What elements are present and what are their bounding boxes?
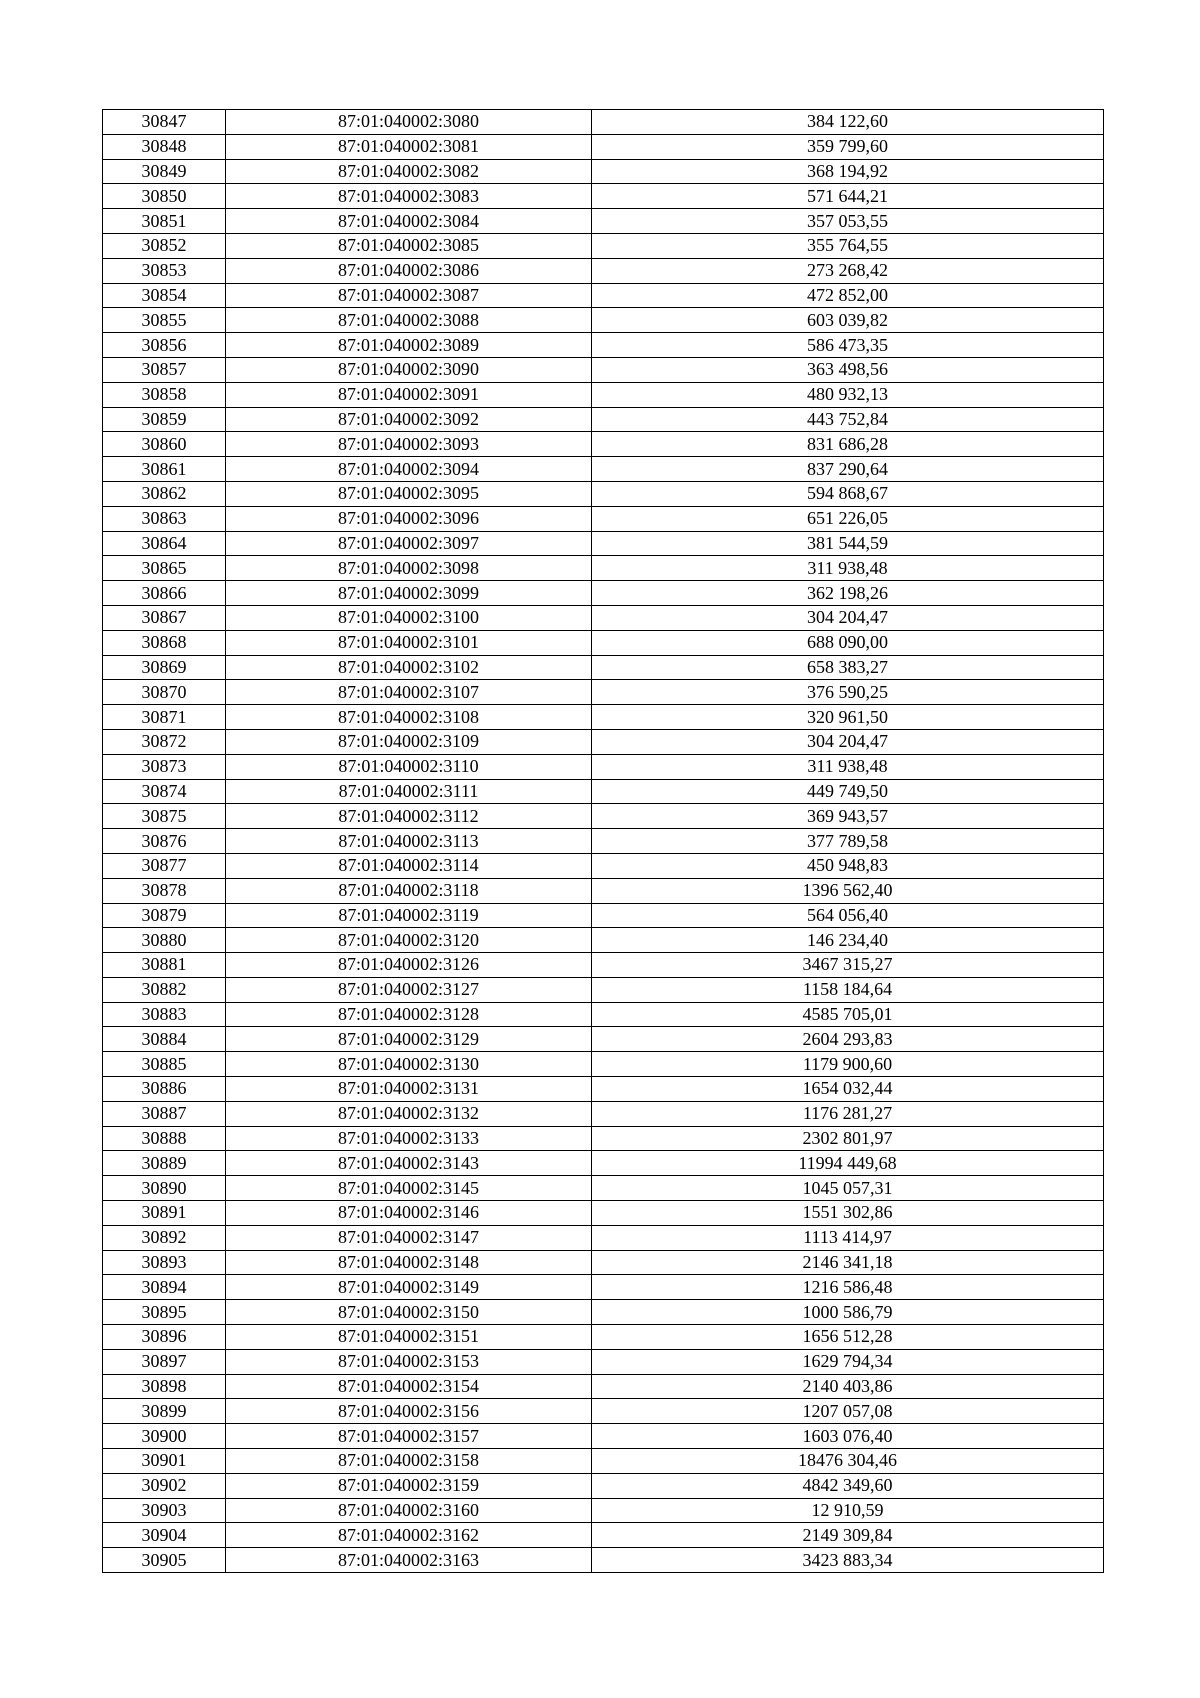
cadastral-number-cell: 87:01:040002:3130: [226, 1052, 592, 1077]
cadastral-value-cell: 443 752,84: [592, 407, 1104, 432]
row-number-cell: 30868: [103, 630, 226, 655]
cadastral-number-cell: 87:01:040002:3112: [226, 804, 592, 829]
cadastral-number-cell: 87:01:040002:3154: [226, 1374, 592, 1399]
table-row: [103, 382, 1104, 407]
row-number-cell: 30852: [103, 233, 226, 258]
cadastral-value-cell: 311 938,48: [592, 556, 1104, 581]
cadastral-number-cell: 87:01:040002:3158: [226, 1449, 592, 1474]
row-number-cell: 30855: [103, 308, 226, 333]
cadastral-value-cell: 355 764,55: [592, 233, 1104, 258]
cadastral-number-cell: 87:01:040002:3083: [226, 184, 592, 209]
cadastral-number-cell: 87:01:040002:3089: [226, 333, 592, 358]
table-row: [103, 1201, 1104, 1226]
row-number-cell: 30884: [103, 1027, 226, 1052]
cadastral-value-cell: 1629 794,34: [592, 1349, 1104, 1374]
cadastral-value-cell: 273 268,42: [592, 258, 1104, 283]
cadastral-value-cell: 146 234,40: [592, 928, 1104, 953]
cadastral-value-cell: 571 644,21: [592, 184, 1104, 209]
cadastral-value-cell: 651 226,05: [592, 506, 1104, 531]
cadastral-number-cell: 87:01:040002:3148: [226, 1250, 592, 1275]
cadastral-value-cell: 369 943,57: [592, 804, 1104, 829]
table-row: [103, 1374, 1104, 1399]
row-number-cell: 30861: [103, 457, 226, 482]
cadastral-number-cell: 87:01:040002:3149: [226, 1275, 592, 1300]
cadastral-number-cell: 87:01:040002:3147: [226, 1225, 592, 1250]
row-number-cell: 30856: [103, 333, 226, 358]
cadastral-value-cell: 3467 315,27: [592, 953, 1104, 978]
table-row: [103, 407, 1104, 432]
cadastral-value-cell: 1654 032,44: [592, 1077, 1104, 1102]
cadastral-value-cell: 377 789,58: [592, 829, 1104, 854]
row-number-cell: 30904: [103, 1523, 226, 1548]
table-row: [103, 1548, 1104, 1573]
row-number-cell: 30867: [103, 605, 226, 630]
cadastral-value-cell: 18476 304,46: [592, 1449, 1104, 1474]
table-row: [103, 804, 1104, 829]
table-row: [103, 1101, 1104, 1126]
cadastral-number-cell: 87:01:040002:3128: [226, 1002, 592, 1027]
cadastral-value-cell: 1207 057,08: [592, 1399, 1104, 1424]
row-number-cell: 30866: [103, 581, 226, 606]
cadastral-value-cell: 1179 900,60: [592, 1052, 1104, 1077]
row-number-cell: 30886: [103, 1077, 226, 1102]
table-row: [103, 1275, 1104, 1300]
cadastral-value-cell: 1603 076,40: [592, 1424, 1104, 1449]
table-row: [103, 1349, 1104, 1374]
cadastral-value-cell: 359 799,60: [592, 134, 1104, 159]
row-number-cell: 30863: [103, 506, 226, 531]
cadastral-number-cell: 87:01:040002:3093: [226, 432, 592, 457]
cadastral-value-cell: 472 852,00: [592, 283, 1104, 308]
row-number-cell: 30848: [103, 134, 226, 159]
table-row: [103, 680, 1104, 705]
row-number-cell: 30875: [103, 804, 226, 829]
row-number-cell: 30881: [103, 953, 226, 978]
row-number-cell: 30870: [103, 680, 226, 705]
table-row: [103, 779, 1104, 804]
cadastral-number-cell: 87:01:040002:3080: [226, 110, 592, 135]
cadastral-number-cell: 87:01:040002:3120: [226, 928, 592, 953]
cadastral-number-cell: 87:01:040002:3111: [226, 779, 592, 804]
row-number-cell: 30865: [103, 556, 226, 581]
cadastral-number-cell: 87:01:040002:3098: [226, 556, 592, 581]
cadastral-number-cell: 87:01:040002:3110: [226, 754, 592, 779]
row-number-cell: 30900: [103, 1424, 226, 1449]
row-number-cell: 30871: [103, 705, 226, 730]
cadastral-value-cell: 1656 512,28: [592, 1325, 1104, 1350]
cadastral-number-cell: 87:01:040002:3087: [226, 283, 592, 308]
cadastral-value-cell: 11994 449,68: [592, 1151, 1104, 1176]
table-row: [103, 1399, 1104, 1424]
cadastral-number-cell: 87:01:040002:3091: [226, 382, 592, 407]
table-row: [103, 878, 1104, 903]
table-row: [103, 605, 1104, 630]
cadastral-number-cell: 87:01:040002:3099: [226, 581, 592, 606]
cadastral-value-cell: 363 498,56: [592, 357, 1104, 382]
table-row: [103, 705, 1104, 730]
table-row: [103, 1002, 1104, 1027]
row-number-cell: 30905: [103, 1548, 226, 1573]
cadastral-value-cell: 603 039,82: [592, 308, 1104, 333]
cadastral-value-cell: 1158 184,64: [592, 977, 1104, 1002]
cadastral-value-table: [102, 109, 1104, 1573]
cadastral-value-cell: 1396 562,40: [592, 878, 1104, 903]
cadastral-value-cell: 381 544,59: [592, 531, 1104, 556]
cadastral-number-cell: 87:01:040002:3100: [226, 605, 592, 630]
row-number-cell: 30847: [103, 110, 226, 135]
table-row: [103, 903, 1104, 928]
table-row: [103, 1052, 1104, 1077]
row-number-cell: 30898: [103, 1374, 226, 1399]
table-row: [103, 1325, 1104, 1350]
table-row: [103, 1176, 1104, 1201]
cadastral-number-cell: 87:01:040002:3086: [226, 258, 592, 283]
cadastral-number-cell: 87:01:040002:3094: [226, 457, 592, 482]
row-number-cell: 30885: [103, 1052, 226, 1077]
cadastral-value-cell: 304 204,47: [592, 605, 1104, 630]
row-number-cell: 30882: [103, 977, 226, 1002]
row-number-cell: 30894: [103, 1275, 226, 1300]
cadastral-value-cell: 4585 705,01: [592, 1002, 1104, 1027]
cadastral-value-cell: 368 194,92: [592, 159, 1104, 184]
cadastral-number-cell: 87:01:040002:3101: [226, 630, 592, 655]
row-number-cell: 30854: [103, 283, 226, 308]
table-row: [103, 655, 1104, 680]
cadastral-value-cell: 1551 302,86: [592, 1201, 1104, 1226]
cadastral-value-cell: 357 053,55: [592, 209, 1104, 234]
cadastral-value-cell: 2149 309,84: [592, 1523, 1104, 1548]
cadastral-number-cell: 87:01:040002:3113: [226, 829, 592, 854]
table-row: [103, 853, 1104, 878]
cadastral-number-cell: 87:01:040002:3085: [226, 233, 592, 258]
cadastral-value-cell: 2604 293,83: [592, 1027, 1104, 1052]
row-number-cell: 30859: [103, 407, 226, 432]
row-number-cell: 30851: [103, 209, 226, 234]
table-row: [103, 556, 1104, 581]
table-row: [103, 1027, 1104, 1052]
row-number-cell: 30849: [103, 159, 226, 184]
cadastral-number-cell: 87:01:040002:3092: [226, 407, 592, 432]
cadastral-number-cell: 87:01:040002:3084: [226, 209, 592, 234]
cadastral-value-cell: 362 198,26: [592, 581, 1104, 606]
cadastral-number-cell: 87:01:040002:3157: [226, 1424, 592, 1449]
cadastral-number-cell: 87:01:040002:3102: [226, 655, 592, 680]
row-number-cell: 30895: [103, 1300, 226, 1325]
cadastral-number-cell: 87:01:040002:3143: [226, 1151, 592, 1176]
row-number-cell: 30876: [103, 829, 226, 854]
cadastral-number-cell: 87:01:040002:3162: [226, 1523, 592, 1548]
row-number-cell: 30883: [103, 1002, 226, 1027]
cadastral-value-cell: 594 868,67: [592, 481, 1104, 506]
row-number-cell: 30890: [103, 1176, 226, 1201]
table-body: [103, 110, 1104, 1573]
table-row: [103, 506, 1104, 531]
row-number-cell: 30896: [103, 1325, 226, 1350]
row-number-cell: 30891: [103, 1201, 226, 1226]
table-row: [103, 1473, 1104, 1498]
cadastral-number-cell: 87:01:040002:3133: [226, 1126, 592, 1151]
table-row: [103, 729, 1104, 754]
cadastral-number-cell: 87:01:040002:3163: [226, 1548, 592, 1573]
cadastral-value-cell: 311 938,48: [592, 754, 1104, 779]
table-row: [103, 333, 1104, 358]
table-row: [103, 581, 1104, 606]
row-number-cell: 30880: [103, 928, 226, 953]
table-row: [103, 1225, 1104, 1250]
cadastral-number-cell: 87:01:040002:3118: [226, 878, 592, 903]
row-number-cell: 30879: [103, 903, 226, 928]
row-number-cell: 30853: [103, 258, 226, 283]
cadastral-value-cell: 320 961,50: [592, 705, 1104, 730]
row-number-cell: 30903: [103, 1498, 226, 1523]
cadastral-number-cell: 87:01:040002:3146: [226, 1201, 592, 1226]
cadastral-value-cell: 12 910,59: [592, 1498, 1104, 1523]
table-row: [103, 110, 1104, 135]
cadastral-number-cell: 87:01:040002:3127: [226, 977, 592, 1002]
row-number-cell: 30872: [103, 729, 226, 754]
table-row: [103, 481, 1104, 506]
cadastral-number-cell: 87:01:040002:3153: [226, 1349, 592, 1374]
row-number-cell: 30857: [103, 357, 226, 382]
table-row: [103, 159, 1104, 184]
row-number-cell: 30877: [103, 853, 226, 878]
table-row: [103, 134, 1104, 159]
table-row: [103, 1077, 1104, 1102]
cadastral-value-cell: 3423 883,34: [592, 1548, 1104, 1573]
table-row: [103, 184, 1104, 209]
cadastral-value-cell: 1000 586,79: [592, 1300, 1104, 1325]
row-number-cell: 30901: [103, 1449, 226, 1474]
cadastral-value-cell: 2146 341,18: [592, 1250, 1104, 1275]
row-number-cell: 30858: [103, 382, 226, 407]
cadastral-number-cell: 87:01:040002:3108: [226, 705, 592, 730]
cadastral-value-cell: 1045 057,31: [592, 1176, 1104, 1201]
cadastral-value-cell: 304 204,47: [592, 729, 1104, 754]
row-number-cell: 30892: [103, 1225, 226, 1250]
table-row: [103, 630, 1104, 655]
table-row: [103, 357, 1104, 382]
cadastral-number-cell: 87:01:040002:3150: [226, 1300, 592, 1325]
table-row: [103, 531, 1104, 556]
cadastral-value-cell: 831 686,28: [592, 432, 1104, 457]
row-number-cell: 30860: [103, 432, 226, 457]
cadastral-value-cell: 586 473,35: [592, 333, 1104, 358]
table-row: [103, 283, 1104, 308]
cadastral-number-cell: 87:01:040002:3159: [226, 1473, 592, 1498]
table-row: [103, 1449, 1104, 1474]
cadastral-value-cell: 449 749,50: [592, 779, 1104, 804]
cadastral-value-cell: 2140 403,86: [592, 1374, 1104, 1399]
cadastral-number-cell: 87:01:040002:3129: [226, 1027, 592, 1052]
cadastral-value-cell: 376 590,25: [592, 680, 1104, 705]
cadastral-number-cell: 87:01:040002:3109: [226, 729, 592, 754]
table-row: [103, 928, 1104, 953]
row-number-cell: 30889: [103, 1151, 226, 1176]
table-row: [103, 1424, 1104, 1449]
row-number-cell: 30902: [103, 1473, 226, 1498]
table-row: [103, 953, 1104, 978]
row-number-cell: 30850: [103, 184, 226, 209]
row-number-cell: 30864: [103, 531, 226, 556]
cadastral-value-cell: 658 383,27: [592, 655, 1104, 680]
table-row: [103, 829, 1104, 854]
cadastral-value-cell: 688 090,00: [592, 630, 1104, 655]
table-row: [103, 1151, 1104, 1176]
row-number-cell: 30869: [103, 655, 226, 680]
cadastral-value-cell: 4842 349,60: [592, 1473, 1104, 1498]
table-row: [103, 258, 1104, 283]
cadastral-number-cell: 87:01:040002:3151: [226, 1325, 592, 1350]
cadastral-number-cell: 87:01:040002:3096: [226, 506, 592, 531]
row-number-cell: 30888: [103, 1126, 226, 1151]
cadastral-value-cell: 1176 281,27: [592, 1101, 1104, 1126]
table-row: [103, 308, 1104, 333]
cadastral-number-cell: 87:01:040002:3131: [226, 1077, 592, 1102]
table-row: [103, 1300, 1104, 1325]
cadastral-value-cell: 2302 801,97: [592, 1126, 1104, 1151]
cadastral-number-cell: 87:01:040002:3090: [226, 357, 592, 382]
table-row: [103, 754, 1104, 779]
cadastral-value-cell: 837 290,64: [592, 457, 1104, 482]
row-number-cell: 30899: [103, 1399, 226, 1424]
row-number-cell: 30893: [103, 1250, 226, 1275]
cadastral-number-cell: 87:01:040002:3095: [226, 481, 592, 506]
cadastral-number-cell: 87:01:040002:3114: [226, 853, 592, 878]
cadastral-number-cell: 87:01:040002:3156: [226, 1399, 592, 1424]
table-row: [103, 1250, 1104, 1275]
cadastral-number-cell: 87:01:040002:3145: [226, 1176, 592, 1201]
table-row: [103, 209, 1104, 234]
table-row: [103, 432, 1104, 457]
cadastral-number-cell: 87:01:040002:3082: [226, 159, 592, 184]
row-number-cell: 30874: [103, 779, 226, 804]
cadastral-number-cell: 87:01:040002:3081: [226, 134, 592, 159]
table-row: [103, 457, 1104, 482]
cadastral-value-cell: 450 948,83: [592, 853, 1104, 878]
row-number-cell: 30862: [103, 481, 226, 506]
table-row: [103, 1523, 1104, 1548]
cadastral-value-cell: 384 122,60: [592, 110, 1104, 135]
row-number-cell: 30878: [103, 878, 226, 903]
row-number-cell: 30873: [103, 754, 226, 779]
cadastral-number-cell: 87:01:040002:3126: [226, 953, 592, 978]
cadastral-number-cell: 87:01:040002:3119: [226, 903, 592, 928]
cadastral-number-cell: 87:01:040002:3088: [226, 308, 592, 333]
cadastral-number-cell: 87:01:040002:3097: [226, 531, 592, 556]
row-number-cell: 30897: [103, 1349, 226, 1374]
table-row: [103, 1126, 1104, 1151]
cadastral-value-cell: 480 932,13: [592, 382, 1104, 407]
cadastral-value-cell: 1216 586,48: [592, 1275, 1104, 1300]
table-row: [103, 977, 1104, 1002]
table-row: [103, 233, 1104, 258]
cadastral-number-cell: 87:01:040002:3107: [226, 680, 592, 705]
cadastral-number-cell: 87:01:040002:3132: [226, 1101, 592, 1126]
cadastral-value-cell: 1113 414,97: [592, 1225, 1104, 1250]
table-row: [103, 1498, 1104, 1523]
cadastral-number-cell: 87:01:040002:3160: [226, 1498, 592, 1523]
row-number-cell: 30887: [103, 1101, 226, 1126]
cadastral-value-cell: 564 056,40: [592, 903, 1104, 928]
